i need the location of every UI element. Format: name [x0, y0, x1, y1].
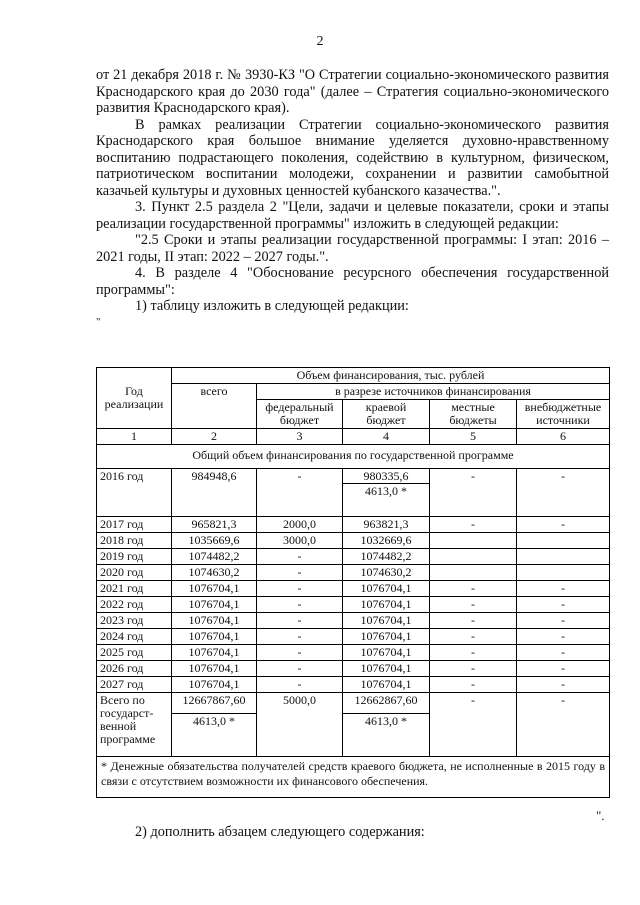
cell-year: 2019 год — [97, 549, 172, 565]
cell-regional: 1076704,1 — [343, 613, 430, 629]
cell-local — [430, 549, 517, 565]
paragraph: 2) дополнить абзацем следующего содержания: — [135, 824, 425, 840]
cell-year: 2026 год — [97, 661, 172, 677]
close-quote: ". — [596, 808, 605, 823]
cell-regional-note: 4613,0 * — [343, 713, 429, 728]
paragraph: 1) таблицу изложить в следующей редакции: — [135, 298, 409, 314]
cell-year: 2016 год — [97, 469, 172, 517]
header-extra: внебюджетные источники — [517, 400, 610, 429]
table-row — [97, 517, 610, 533]
page-number: 2 — [316, 34, 324, 49]
table-row — [97, 533, 610, 549]
column-number: 6 — [517, 429, 610, 445]
cell-regional-value: 12662867,60 — [354, 693, 418, 707]
table-total-row — [97, 693, 610, 757]
header-year: Год реализации — [97, 368, 172, 429]
cell-federal: - — [257, 469, 343, 517]
column-number: 5 — [430, 429, 517, 445]
cell-federal: - — [257, 677, 343, 693]
table-footnote: * Денежные обязательства получателей средств краевого бюджета, не исполненные в 2015 году в связи с отсутствием возможности их финансового обеспечения. — [97, 757, 610, 798]
cell-extra: - — [517, 613, 610, 629]
cell-local: - — [430, 517, 517, 533]
funding-table — [96, 367, 610, 798]
cell-federal: - — [257, 565, 343, 581]
table-header-row — [97, 384, 610, 400]
table-row — [97, 597, 610, 613]
cell-year: 2018 год — [97, 533, 172, 549]
table-row — [97, 549, 610, 565]
column-number: 2 — [172, 429, 257, 445]
cell-extra: - — [517, 517, 610, 533]
cell-federal: - — [257, 613, 343, 629]
header-total: всего — [172, 384, 257, 429]
table-row — [97, 613, 610, 629]
cell-local: - — [430, 677, 517, 693]
header-federal: федеральный бюджет — [257, 400, 343, 429]
cell-total: 1076704,1 — [172, 629, 257, 645]
cell-local: - — [430, 581, 517, 597]
paragraph: от 21 декабря 2018 г. № 3930-КЗ "О Стратегии социально-экономического развития Краснодарского края до 2030 года" (далее – Стратегия социально-экономического развития Краснодарского края). — [96, 67, 609, 116]
cell-total — [172, 693, 257, 757]
column-number: 3 — [257, 429, 343, 445]
paragraph: 3. Пункт 2.5 раздела 2 "Цели, задачи и целевые показатели, сроки и этапы реализации государственной программы" изложить в следующей редакции: — [96, 199, 609, 232]
table-header-row — [97, 368, 610, 384]
cell-local: - — [430, 661, 517, 677]
cell-total-value: 12667867,60 — [182, 693, 246, 707]
table-row — [97, 629, 610, 645]
section-title-row — [97, 445, 610, 469]
cell-regional: 1076704,1 — [343, 677, 430, 693]
column-number: 4 — [343, 429, 430, 445]
table-row — [97, 565, 610, 581]
header-regional: краевой бюджет — [343, 400, 430, 429]
cell-total: 1074482,2 — [172, 549, 257, 565]
cell-regional: 1076704,1 — [343, 645, 430, 661]
cell-local — [430, 565, 517, 581]
cell-total: 1074630,2 — [172, 565, 257, 581]
document-body — [96, 67, 609, 328]
cell-extra: - — [517, 629, 610, 645]
paragraph: В рамках реализации Стратегии социально-экономического развития Краснодарского края большое внимание уделяется духовно-нравственному воспитанию подрастающего поколения, содействию в культурном, физическом, патриотическом воспитании молодежи, сохранении и развитии самобытной казачьей культуры и духовных ценностей кубанского казачества.". — [96, 116, 609, 199]
cell-year: 2024 год — [97, 629, 172, 645]
cell-total: 984948,6 — [172, 469, 257, 517]
cell-extra — [517, 565, 610, 581]
cell-local: - — [430, 469, 517, 517]
cell-federal: - — [257, 581, 343, 597]
cell-federal: - — [257, 597, 343, 613]
paragraph: 4. В разделе 4 "Обоснование ресурсного обеспечения государственной программы": — [96, 265, 609, 298]
cell-regional: 1074482,2 — [343, 549, 430, 565]
table-row — [97, 469, 610, 517]
cell-year: 2021 год — [97, 581, 172, 597]
cell-extra: - — [517, 597, 610, 613]
cell-regional-note: 4613,0 * — [343, 483, 429, 498]
cell-regional-value: 980335,6 — [363, 469, 409, 483]
cell-local — [430, 533, 517, 549]
cell-federal: - — [257, 629, 343, 645]
cell-total: 1035669,6 — [172, 533, 257, 549]
cell-total-note: 4613,0 * — [172, 713, 256, 728]
table-row — [97, 677, 610, 693]
cell-total: 1076704,1 — [172, 613, 257, 629]
cell-year: 2017 год — [97, 517, 172, 533]
cell-local: - — [430, 597, 517, 613]
header-volume: Объем финансирования, тыс. рублей — [172, 368, 610, 384]
cell-total: 1076704,1 — [172, 661, 257, 677]
cell-local: - — [430, 645, 517, 661]
cell-extra — [517, 549, 610, 565]
cell-regional: 1076704,1 — [343, 581, 430, 597]
cell-federal: - — [257, 661, 343, 677]
cell-total: 965821,3 — [172, 517, 257, 533]
cell-extra: - — [517, 693, 610, 757]
cell-extra: - — [517, 661, 610, 677]
cell-extra: - — [517, 581, 610, 597]
cell-regional — [343, 693, 430, 757]
cell-local: - — [430, 629, 517, 645]
cell-local: - — [430, 693, 517, 757]
cell-total: 1076704,1 — [172, 677, 257, 693]
cell-local: - — [430, 613, 517, 629]
cell-year: Всего по государст-венной программе — [97, 693, 172, 757]
header-local: местные бюджеты — [430, 400, 517, 429]
footnote-row — [97, 757, 610, 798]
cell-regional: 1032669,6 — [343, 533, 430, 549]
column-number: 1 — [97, 429, 172, 445]
cell-federal: - — [257, 645, 343, 661]
cell-year: 2020 год — [97, 565, 172, 581]
cell-total: 1076704,1 — [172, 581, 257, 597]
table-row — [97, 581, 610, 597]
header-by-source: в разрезе источников финансирования — [257, 384, 610, 400]
cell-regional: 963821,3 — [343, 517, 430, 533]
open-quote: " — [96, 315, 101, 328]
cell-year: 2027 год — [97, 677, 172, 693]
cell-regional: 1076704,1 — [343, 661, 430, 677]
cell-extra: - — [517, 677, 610, 693]
cell-regional — [343, 469, 430, 517]
cell-extra: - — [517, 469, 610, 517]
cell-year: 2022 год — [97, 597, 172, 613]
table-row — [97, 645, 610, 661]
cell-regional: 1076704,1 — [343, 597, 430, 613]
cell-total: 1076704,1 — [172, 597, 257, 613]
paragraph: "2.5 Сроки и этапы реализации государственной программы: I этап: 2016 – 2021 годы, II этап: 2022 – 2027 годы.". — [96, 232, 609, 265]
cell-extra: - — [517, 645, 610, 661]
cell-year: 2023 год — [97, 613, 172, 629]
section-title: Общий объем финансирования по государственной программе — [97, 445, 610, 469]
cell-total: 1076704,1 — [172, 645, 257, 661]
cell-extra — [517, 533, 610, 549]
cell-federal: 2000,0 — [257, 517, 343, 533]
cell-year: 2025 год — [97, 645, 172, 661]
cell-regional: 1076704,1 — [343, 629, 430, 645]
column-number-row — [97, 429, 610, 445]
cell-federal: 3000,0 — [257, 533, 343, 549]
cell-federal: - — [257, 549, 343, 565]
cell-regional: 1074630,2 — [343, 565, 430, 581]
table-row — [97, 661, 610, 677]
cell-federal: 5000,0 — [257, 693, 343, 757]
